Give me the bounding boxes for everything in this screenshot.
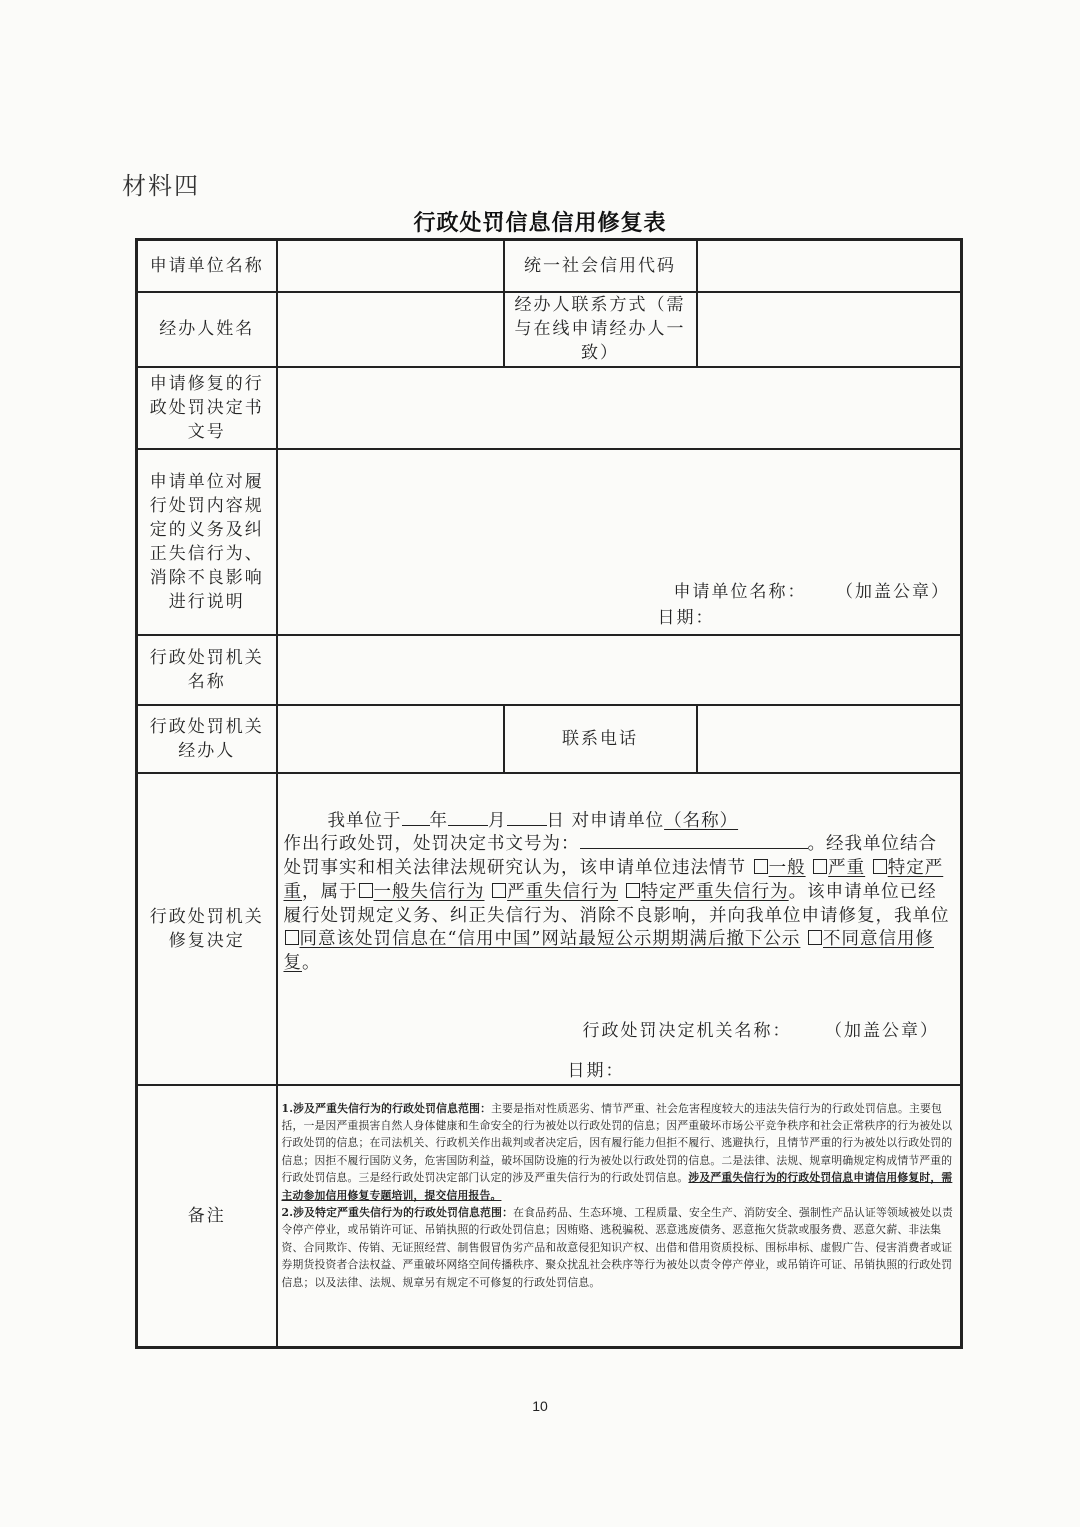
row-authority-handler — [137, 705, 962, 773]
authority-handler-label: 行政处罚机关经办人 — [137, 705, 277, 773]
row-handler — [137, 292, 962, 367]
checkbox-serious-dishonest[interactable] — [492, 883, 506, 898]
form-title: 行政处罚信息信用修复表 — [413, 210, 667, 236]
checkbox-special-dishonest[interactable] — [626, 883, 640, 898]
checkbox-disagree[interactable] — [808, 930, 822, 945]
credit-code-field[interactable] — [697, 240, 962, 292]
decision-sign-name: 行政处罚决定机关名称： — [582, 1020, 792, 1041]
decision-doc-no-label: 申请修复的行政处罚决定书文号 — [137, 367, 277, 449]
row-decision-doc-no — [137, 367, 962, 449]
repair-decision-label: 行政处罚机关修复决定 — [137, 773, 277, 1085]
applicant-name-placeholder: （名称） — [664, 810, 739, 831]
credit-repair-form-table — [135, 238, 963, 1349]
checkbox-general-dishonest[interactable] — [359, 883, 373, 898]
row-applicant — [137, 240, 962, 292]
handler-name-field[interactable] — [277, 292, 504, 367]
explanation-label: 申请单位对履行处罚内容规定的义务及纠正失信行为、消除不良影响进行说明 — [137, 449, 277, 635]
repair-decision-text: 我单位于 年 月 日 对申请单位（名称） 作出行政处罚，处罚决定书文号为： 。经我单位结合处罚事实和相关法律法规研究认为，该申请单位违法情节 一般 严重 特定严重，属于 一般失信行为 严重失信行为 特定严重失信行为。该申请单位已经履行处罚规定义务、纠正失信行为、消除不良影响，并向我单位申请修复，我单位同意该处罚信息在“信用中国”网站最短公示期期满后撤下公示 不同意信用修复。 — [283, 810, 950, 974]
handler-contact-label: 经办人联系方式（需与在线申请经办人一致） — [504, 292, 697, 367]
row-repair-decision — [137, 773, 962, 1085]
authority-handler-field[interactable] — [277, 705, 504, 773]
repair-decision-field[interactable] — [277, 773, 962, 1085]
page-number: 10 — [532, 1398, 548, 1414]
decision-signature — [583, 1016, 940, 1041]
checkbox-general[interactable] — [754, 859, 768, 874]
checkbox-serious[interactable] — [813, 859, 827, 874]
explanation-sign-stamp: （加盖公章） — [844, 581, 950, 602]
explanation-signature — [278, 450, 961, 634]
credit-code-label: 统一社会信用代码 — [504, 240, 697, 292]
phone-label: 联系电话 — [504, 705, 697, 773]
phone-field[interactable] — [697, 705, 962, 773]
explanation-sign-date: 日期： — [657, 607, 715, 628]
explanation-sign-name: 申请单位名称： — [673, 581, 807, 602]
authority-name-field[interactable] — [277, 635, 962, 705]
decision-doc-no-field[interactable] — [277, 367, 962, 449]
applicant-name-field[interactable] — [277, 240, 504, 292]
checkbox-special-serious[interactable] — [873, 859, 887, 874]
row-explanation — [137, 449, 962, 635]
row-notes — [137, 1085, 962, 1348]
notes-text: 1.涉及严重失信行为的行政处罚信息范围：主要是指对性质恶劣、情节严重、社会危害程度较大的违法失信行为的行政处罚信息。主要包括，一是因严重损害自然人身体健康和生命安全的行为被处以行政处罚的信息；因严重破坏市场公平竞争秩序和社会正常秩序的行为被处以行政处罚的信息；在司法机关、行政机关作出裁判或者决定后，因有履行能力但拒不履行、逃避执行，且情节严重的行为被处以行政处罚的信息；因拒不履行国防义务，危害国防利益，破坏国防设施的行为被处以行政处罚的信息。二是法律、法规、规章明确规定构成情节严重的行政处罚信息。三是经行政处罚决定部门认定的涉及严重失信行为的行政处罚信息。涉及严重失信行为的行政处罚信息申请信用修复时，需主动参加信用修复专题培训，提交信用报告。 2.涉及特定严重失信行为的行政处罚信息范围：在食品药品、生态环境、工程质量、安全生产、消防安全、强制性产品认证等领域被处以责令停产停业，或吊销许可证、吊销执照的行政处罚信息；因贿赂、逃税骗税、恶意逃废债务、恶意拖欠货款或服务费、恶意欠薪、非法集资、合同欺诈、传销、无证照经营、制售假冒伪劣产品和故意侵犯知识产权、出借和借用资质投标、围标串标、虚假广告、侵害消费者或证券期货投资者合法权益、严重破坏网络空间传播秩序、聚众扰乱社会秩序等行为被处以责令停产停业，或吊销许可证、吊销执照的行政处罚信息；以及法律、法规、规章另有规定不可修复的行政处罚信息。 — [281, 1101, 953, 1289]
explanation-field[interactable] — [277, 449, 962, 635]
decision-sign-date: 日期： — [567, 1060, 625, 1081]
checkbox-agree[interactable] — [285, 930, 299, 945]
notes-label: 备注 — [137, 1085, 277, 1348]
authority-name-label: 行政处罚机关名称 — [137, 635, 277, 705]
decision-sign-stamp: （加盖公章） — [833, 1020, 939, 1041]
applicant-name-label: 申请单位名称 — [137, 240, 277, 292]
page-label: 材料四 — [122, 172, 200, 200]
row-authority-name — [137, 635, 962, 705]
notes-field — [277, 1085, 962, 1348]
handler-name-label: 经办人姓名 — [137, 292, 277, 367]
handler-contact-field[interactable] — [697, 292, 962, 367]
